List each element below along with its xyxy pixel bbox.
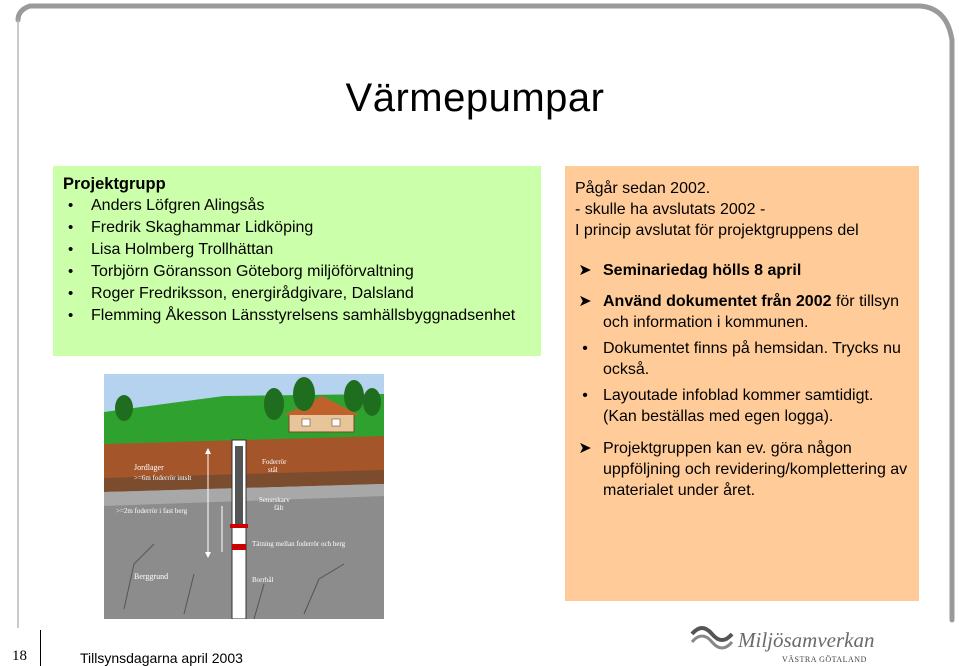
bullet-text: Layoutade infoblad kommer samtidigt. (Kan beställas med egen logga). (603, 387, 874, 425)
miljosamverkan-logo (690, 620, 875, 666)
bullet-text: Dokumentet finns på hemsidan. Trycks nu också. (603, 340, 901, 378)
dot-bullet-icon: • (582, 387, 588, 404)
label-borrhal: Borrhål (252, 576, 274, 584)
status-finished: I princip avslutat för projektgruppens del (575, 222, 859, 239)
seminar-text: Seminariedag hölls 8 april (603, 262, 802, 279)
label-jordlager-note: >=6m foderrör intslt (134, 474, 192, 482)
arrow-bullet-icon: ➤ (578, 440, 592, 457)
project-group-heading: Projektgrupp (63, 175, 166, 193)
member-item: • Flemming Åkesson Länsstyrelsens samhällsbyggnadsenhet (63, 305, 531, 327)
status-box (565, 166, 919, 601)
member-item: • Roger Fredriksson, energirådgivare, Dalsland (63, 283, 531, 305)
followup-item (575, 438, 911, 501)
label-foderror: Foderrör (262, 458, 287, 466)
logo-name: Miljösamverkan (738, 628, 875, 652)
project-group-list (63, 195, 531, 327)
arrow-bullet-icon: ➤ (578, 293, 592, 310)
label-jordlager: Jordlager (134, 463, 164, 472)
member-item: • Torbjörn Göransson Göteborg miljöförvaltning (63, 261, 531, 283)
footer-divider (40, 630, 41, 666)
label-tatning: Tätning mellan foderrör och berg (252, 540, 346, 548)
followup-text: Projektgruppen kan ev. göra någon uppföljning och revidering/komplettering av materialet under året. (603, 440, 908, 499)
slide-title: Värmepumpar (345, 76, 605, 120)
footer-text: Tillsynsdagarna april 2003 (80, 650, 243, 666)
member-item: • Anders Löfgren Alingsås (63, 195, 531, 217)
label-sensor2: fält (274, 504, 284, 512)
label-foderror2: stål (268, 466, 278, 474)
document-text: för tillsyn och information i kommunen. (603, 293, 900, 331)
seminar-item (575, 260, 911, 281)
arrow-bullet-icon: ➤ (578, 262, 592, 279)
document-item (575, 291, 911, 333)
logo-subtitle: VÄSTRA GÖTALAND (782, 655, 867, 664)
project-group-box (53, 166, 541, 356)
bullet-item (575, 338, 911, 380)
label-sensor: Sensrskarv (259, 496, 290, 504)
bullet-item (575, 385, 911, 427)
label-berg-note: >=2m foderrör i fast berg (116, 507, 188, 515)
member-item: • Fredrik Skaghammar Lidköping (63, 217, 531, 239)
member-item: • Lisa Holmberg Trollhättan (63, 239, 531, 261)
page-number: 18 (12, 648, 27, 664)
status-started: Pågår sedan 2002. (575, 180, 711, 197)
status-planned-end: - skulle ha avslutats 2002 - (575, 201, 766, 218)
document-text-bold: Använd dokumentet från 2002 (603, 293, 832, 310)
geothermal-borehole-illustration (104, 374, 384, 619)
label-berggrund: Berggrund (134, 572, 169, 581)
dot-bullet-icon: • (582, 340, 588, 357)
